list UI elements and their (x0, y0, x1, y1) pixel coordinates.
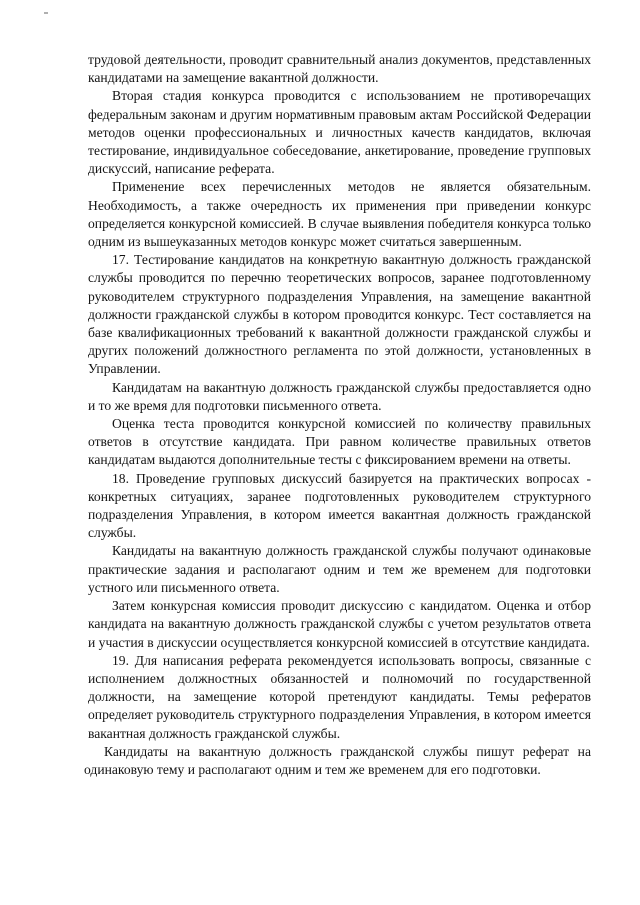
scan-mark (44, 12, 48, 14)
paragraph-testing-time: Кандидатам на вакантную должность гражданской службы предоставляется одно и то же время для подготовки письменного ответа. (88, 379, 591, 413)
paragraph-continuation: трудовой деятельности, проводит сравнительный анализ документов, представленных кандидатами на замещение вакантной должности. (88, 52, 591, 86)
paragraph-17-testing: 17. Тестирование кандидатов на конкретную вакантную должность гражданской службы проводится по перечню теоретических вопросов, заранее подготовленному руководителем структурного подразделения Управления, на замещение вакантной должности гражданской службы в котором проводится конкурс. Тест составляется на базе квалификационных требований к вакантной должности гражданской службы и других положений должностного регламента по этой должности, установленных в Управлении. (88, 252, 591, 377)
document-body (84, 51, 591, 779)
paragraph-methods-application: Применение всех перечисленных методов не является обязательным. Необходимость, а также очередность их применения при приведении конкурс определяется конкурсной комиссией. В случае выявления победителя конкурса только одним из вышеуказанных методов конкурс может считаться завершенным. (88, 179, 591, 250)
paragraph-practical-tasks: Кандидаты на вакантную должность гражданской службы получают одинаковые практические задания и располагают одним и тем же временем для подготовки устного или письменного ответа. (88, 543, 591, 595)
paragraph-19-essay: 19. Для написания реферата рекомендуется использовать вопросы, связанные с исполнением должностных обязанностей и полномочий по государственной должности, на замещение которой претендуют кандидаты. Темы рефератов определяет руководитель структурного подразделения Управления, в котором имеется вакантная должность гражданской службы. (88, 652, 591, 741)
paragraph-test-evaluation: Оценка теста проводится конкурсной комиссией по количеству правильных ответов в отсутствие кандидата. При равном количестве правильных ответов кандидатам выдаются дополнительные тесты с фиксированием времени на ответы. (88, 416, 591, 468)
paragraph-second-stage: Вторая стадия конкурса проводится с использованием не противоречащих федеральным законам и другим нормативным правовым актам Российской Федерации методов оценки профессиональных и личностных качеств кандидатов, включая тестирование, индивидуальное собеседование, анкетирование, проведение групповых дискуссий, написание реферата. (88, 88, 591, 177)
paragraph-essay-writing: Кандидаты на вакантную должность гражданской службы пишут реферат на одинаковую тему и располагают одним и тем же временем для его подготовки. (84, 743, 591, 777)
paragraph-18-group-discussions: 18. Проведение групповых дискуссий базируется на практических вопросах - конкретных ситуациях, заранее подготовленных руководителем структурного подразделения Управления, в котором имеется вакантная должность гражданской службы. (88, 470, 591, 541)
paragraph-discussion-evaluation: Затем конкурсная комиссия проводит дискуссию с кандидатом. Оценка и отбор кандидата на вакантную должность гражданской службы с учетом результатов ответа и участия в дискуссии осуществляется конкурсной комиссией в отсутствие кандидата. (88, 598, 591, 650)
